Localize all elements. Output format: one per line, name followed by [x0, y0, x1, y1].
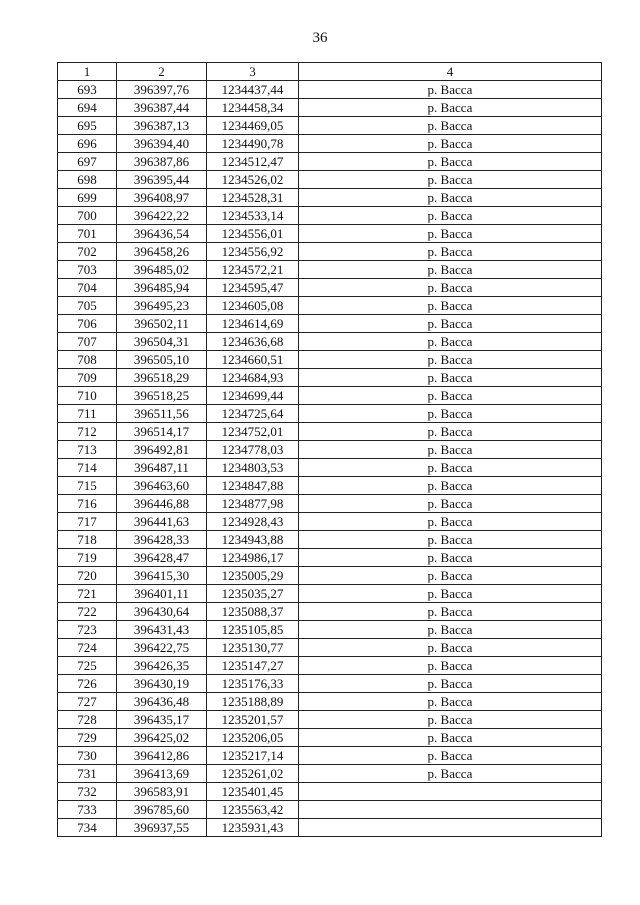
table-cell: 1235401,45	[207, 783, 299, 801]
table-cell: р. Васса	[299, 243, 602, 261]
table-row	[58, 279, 602, 297]
table-body	[58, 81, 602, 837]
table-cell: 396422,22	[117, 207, 207, 225]
table-cell: р. Васса	[299, 261, 602, 279]
table-cell: 396426,35	[117, 657, 207, 675]
table-cell: 396485,02	[117, 261, 207, 279]
table-cell: 1234605,08	[207, 297, 299, 315]
table-cell: 720	[58, 567, 117, 585]
table-cell: 396408,97	[117, 189, 207, 207]
table-cell: 1234572,21	[207, 261, 299, 279]
table-row	[58, 765, 602, 783]
column-header: 1	[58, 63, 117, 81]
table-row	[58, 189, 602, 207]
table-cell: 396487,11	[117, 459, 207, 477]
table-cell: 396431,43	[117, 621, 207, 639]
table-cell: р. Васса	[299, 477, 602, 495]
table-row	[58, 621, 602, 639]
table-cell: 1235035,27	[207, 585, 299, 603]
table-cell: р. Васса	[299, 297, 602, 315]
table-cell: р. Васса	[299, 207, 602, 225]
table-cell: 1234556,01	[207, 225, 299, 243]
table-cell: 1234437,44	[207, 81, 299, 99]
table-cell: 699	[58, 189, 117, 207]
table-cell: р. Васса	[299, 99, 602, 117]
table-cell: 724	[58, 639, 117, 657]
table-cell: р. Васса	[299, 549, 602, 567]
column-header: 4	[299, 63, 602, 81]
table-cell: 1235261,02	[207, 765, 299, 783]
table-cell: 1234778,03	[207, 441, 299, 459]
table-cell: 396415,30	[117, 567, 207, 585]
table-cell: 1234512,47	[207, 153, 299, 171]
table-cell: 702	[58, 243, 117, 261]
table-cell: 396458,26	[117, 243, 207, 261]
table-row	[58, 225, 602, 243]
table-cell: р. Васса	[299, 585, 602, 603]
table-row	[58, 693, 602, 711]
table-cell: 717	[58, 513, 117, 531]
table-cell: 396397,76	[117, 81, 207, 99]
table-cell: р. Васса	[299, 603, 602, 621]
table-row	[58, 567, 602, 585]
table-cell: 1234636,68	[207, 333, 299, 351]
table-cell: 700	[58, 207, 117, 225]
table-row	[58, 531, 602, 549]
table-cell: р. Васса	[299, 675, 602, 693]
table-row	[58, 459, 602, 477]
table-row	[58, 783, 602, 801]
table-cell: р. Васса	[299, 351, 602, 369]
table-cell: 716	[58, 495, 117, 513]
table-cell: 396401,11	[117, 585, 207, 603]
table-cell: 396446,88	[117, 495, 207, 513]
table-row	[58, 351, 602, 369]
table-row	[58, 819, 602, 837]
table-cell: 396492,81	[117, 441, 207, 459]
coordinates-table	[57, 62, 602, 837]
table-cell: 726	[58, 675, 117, 693]
table-row	[58, 549, 602, 567]
table-row	[58, 153, 602, 171]
table-cell: 711	[58, 405, 117, 423]
table-row	[58, 495, 602, 513]
table-row	[58, 477, 602, 495]
table-row	[58, 603, 602, 621]
table-cell: р. Васса	[299, 441, 602, 459]
table-cell: 1234469,05	[207, 117, 299, 135]
table-cell: 396518,25	[117, 387, 207, 405]
table-row	[58, 711, 602, 729]
table-cell: 1234556,92	[207, 243, 299, 261]
table-cell: р. Васса	[299, 225, 602, 243]
table-cell: 695	[58, 117, 117, 135]
table-cell: 396504,31	[117, 333, 207, 351]
table-cell: р. Васса	[299, 711, 602, 729]
table-cell: р. Васса	[299, 135, 602, 153]
table-cell: р. Васса	[299, 369, 602, 387]
table-cell: 697	[58, 153, 117, 171]
table-cell: 715	[58, 477, 117, 495]
table-cell: 396495,23	[117, 297, 207, 315]
table-cell: р. Васса	[299, 729, 602, 747]
table-cell: 396428,47	[117, 549, 207, 567]
table-cell: 1234752,01	[207, 423, 299, 441]
table-cell: р. Васса	[299, 567, 602, 585]
table-cell: р. Васса	[299, 459, 602, 477]
table-cell: 709	[58, 369, 117, 387]
table-row	[58, 243, 602, 261]
table-cell: 1234803,53	[207, 459, 299, 477]
table-cell: 1234595,47	[207, 279, 299, 297]
table-cell: 396583,91	[117, 783, 207, 801]
table-cell: 396505,10	[117, 351, 207, 369]
table-cell	[299, 819, 602, 837]
table-row	[58, 747, 602, 765]
table-row	[58, 441, 602, 459]
table-cell: 1235105,85	[207, 621, 299, 639]
table-cell: 718	[58, 531, 117, 549]
table-cell: 396430,19	[117, 675, 207, 693]
table-cell: 1234458,34	[207, 99, 299, 117]
table-cell: 396430,64	[117, 603, 207, 621]
table-cell: 1234490,78	[207, 135, 299, 153]
table-cell: 396387,13	[117, 117, 207, 135]
table-cell: 1234877,98	[207, 495, 299, 513]
table-row	[58, 99, 602, 117]
table-row	[58, 387, 602, 405]
table-cell: 693	[58, 81, 117, 99]
table-cell: 1235931,43	[207, 819, 299, 837]
table-cell: 1234614,69	[207, 315, 299, 333]
table-cell: р. Васса	[299, 387, 602, 405]
table-cell	[299, 801, 602, 819]
table-cell: 396511,56	[117, 405, 207, 423]
column-header: 3	[207, 63, 299, 81]
table-cell: р. Васса	[299, 531, 602, 549]
table-cell: 1234699,44	[207, 387, 299, 405]
table-row	[58, 639, 602, 657]
table-cell: 733	[58, 801, 117, 819]
table-cell: 396436,54	[117, 225, 207, 243]
table-cell: 396428,33	[117, 531, 207, 549]
table-cell: р. Васса	[299, 657, 602, 675]
table-cell: 710	[58, 387, 117, 405]
table-cell: р. Васса	[299, 189, 602, 207]
table-cell: р. Васса	[299, 639, 602, 657]
table-cell: 1235176,33	[207, 675, 299, 693]
table-cell: 1235563,42	[207, 801, 299, 819]
table-cell: 1235088,37	[207, 603, 299, 621]
table-cell: р. Васса	[299, 405, 602, 423]
table-row	[58, 657, 602, 675]
table-cell: 396463,60	[117, 477, 207, 495]
table-cell: р. Васса	[299, 117, 602, 135]
table-cell: 694	[58, 99, 117, 117]
table-cell: р. Васса	[299, 693, 602, 711]
table-row	[58, 513, 602, 531]
table-cell: 713	[58, 441, 117, 459]
page-number: 36	[312, 30, 328, 46]
table-row	[58, 729, 602, 747]
table-cell: 396412,86	[117, 747, 207, 765]
table-cell: 1234660,51	[207, 351, 299, 369]
table-cell: 1234526,02	[207, 171, 299, 189]
table-cell: 1234533,14	[207, 207, 299, 225]
table-row	[58, 207, 602, 225]
table-cell: 396485,94	[117, 279, 207, 297]
table-row	[58, 261, 602, 279]
table-cell: 698	[58, 171, 117, 189]
table-cell: 396785,60	[117, 801, 207, 819]
table-cell: 396436,48	[117, 693, 207, 711]
table-cell: р. Васса	[299, 333, 602, 351]
table-cell: р. Васса	[299, 153, 602, 171]
table-row	[58, 315, 602, 333]
table-row	[58, 135, 602, 153]
table-cell: 712	[58, 423, 117, 441]
table-row	[58, 585, 602, 603]
table-cell: 719	[58, 549, 117, 567]
table-cell: р. Васса	[299, 747, 602, 765]
table-cell: 1234725,64	[207, 405, 299, 423]
table-cell: 396937,55	[117, 819, 207, 837]
table-cell: р. Васса	[299, 621, 602, 639]
table-cell: р. Васса	[299, 513, 602, 531]
table-cell: 1235201,57	[207, 711, 299, 729]
table-cell: 703	[58, 261, 117, 279]
table-cell: 721	[58, 585, 117, 603]
table-cell: 734	[58, 819, 117, 837]
table-cell: 722	[58, 603, 117, 621]
table-cell: 1234986,17	[207, 549, 299, 567]
table-cell: р. Васса	[299, 171, 602, 189]
table-cell: 396435,17	[117, 711, 207, 729]
table-cell: 1235206,05	[207, 729, 299, 747]
table-cell: 729	[58, 729, 117, 747]
table-cell	[299, 783, 602, 801]
table-cell: 1234928,43	[207, 513, 299, 531]
table-row	[58, 675, 602, 693]
table-header-row	[58, 63, 602, 81]
table-cell: 706	[58, 315, 117, 333]
table-cell: 723	[58, 621, 117, 639]
table-row	[58, 171, 602, 189]
table-cell: 396502,11	[117, 315, 207, 333]
table-row	[58, 369, 602, 387]
table-cell: 1235005,29	[207, 567, 299, 585]
table-row	[58, 81, 602, 99]
table-row	[58, 423, 602, 441]
table-cell: 396514,17	[117, 423, 207, 441]
table-cell: 704	[58, 279, 117, 297]
table-row	[58, 297, 602, 315]
table-cell: 696	[58, 135, 117, 153]
table-cell: 1234847,88	[207, 477, 299, 495]
table-cell: 1235188,89	[207, 693, 299, 711]
table-cell: 727	[58, 693, 117, 711]
table-cell: 1235130,77	[207, 639, 299, 657]
table-cell: 396387,44	[117, 99, 207, 117]
table-cell: 396441,63	[117, 513, 207, 531]
table-cell: 1235147,27	[207, 657, 299, 675]
table-cell: 728	[58, 711, 117, 729]
table-cell: 396413,69	[117, 765, 207, 783]
table-cell: 1234528,31	[207, 189, 299, 207]
table-cell: р. Васса	[299, 81, 602, 99]
table-row	[58, 801, 602, 819]
table-cell: 701	[58, 225, 117, 243]
table-cell: 1234684,93	[207, 369, 299, 387]
table-cell: р. Васса	[299, 423, 602, 441]
table-cell: 396395,44	[117, 171, 207, 189]
table-cell: 705	[58, 297, 117, 315]
table-row	[58, 333, 602, 351]
table-cell: 396518,29	[117, 369, 207, 387]
table-cell: 396425,02	[117, 729, 207, 747]
table-cell: 1235217,14	[207, 747, 299, 765]
table-cell: 714	[58, 459, 117, 477]
table-cell: 1234943,88	[207, 531, 299, 549]
table-cell: 730	[58, 747, 117, 765]
table-cell: р. Васса	[299, 315, 602, 333]
table-cell: 708	[58, 351, 117, 369]
table-cell: 396394,40	[117, 135, 207, 153]
table-cell: р. Васса	[299, 765, 602, 783]
table-row	[58, 117, 602, 135]
table-cell: 732	[58, 783, 117, 801]
table-cell: 396387,86	[117, 153, 207, 171]
table-cell: 731	[58, 765, 117, 783]
table-row	[58, 405, 602, 423]
table-cell: 396422,75	[117, 639, 207, 657]
table-cell: р. Васса	[299, 279, 602, 297]
table-cell: р. Васса	[299, 495, 602, 513]
table-cell: 725	[58, 657, 117, 675]
column-header: 2	[117, 63, 207, 81]
table-cell: 707	[58, 333, 117, 351]
